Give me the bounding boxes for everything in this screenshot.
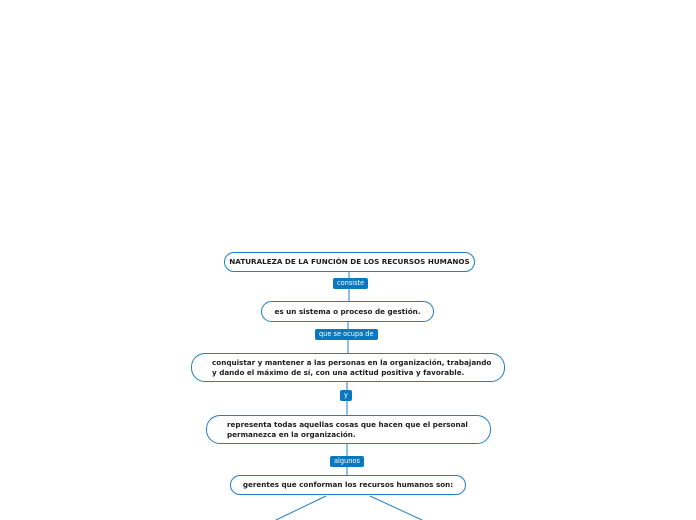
link-label-algunos-text: algunos (334, 457, 360, 465)
connector-n4-right-branch (370, 496, 422, 520)
concept-node-representa[interactable] (206, 415, 491, 444)
link-label-consiste-text: consiste (337, 279, 365, 287)
concept-node-gerentes-text: gerentes que conforman los recursos humanos son: (242, 480, 454, 490)
concept-node-conquistar-line-1: conquistar y mantener a las personas en la organización, trabajando (212, 358, 492, 368)
link-label-consiste[interactable] (333, 278, 368, 289)
concept-node-representa-text (227, 420, 468, 439)
concept-node-gerentes[interactable] (230, 475, 466, 495)
concept-node-representa-line-2: permanezca en la organización. (227, 429, 356, 439)
root-topic-node[interactable] (224, 252, 475, 272)
connector-n4-left-branch (276, 496, 326, 520)
link-label-que-se-ocupa-de[interactable] (315, 329, 378, 340)
concept-node-conquistar-line-2: y dando el máximo de sí, con una actitud positiva y favorable. (212, 367, 465, 377)
link-label-y[interactable] (340, 390, 352, 401)
root-topic-text: NATURALEZA DE LA FUNCIÓN DE LOS RECURSOS HUMANOS (229, 257, 470, 267)
link-label-algunos[interactable] (330, 456, 364, 467)
concept-node-sistema[interactable] (261, 301, 434, 322)
link-label-y-text: y (344, 391, 348, 399)
concept-node-representa-line-1: representa todas aquellas cosas que hacen que el personal (227, 420, 468, 430)
concept-node-conquistar-text (212, 358, 491, 377)
link-label-que-se-ocupa-de-text: que se ocupa de (319, 330, 374, 338)
concept-node-conquistar[interactable] (191, 353, 505, 382)
concept-node-sistema-text: es un sistema o proceso de gestión. (274, 306, 421, 316)
